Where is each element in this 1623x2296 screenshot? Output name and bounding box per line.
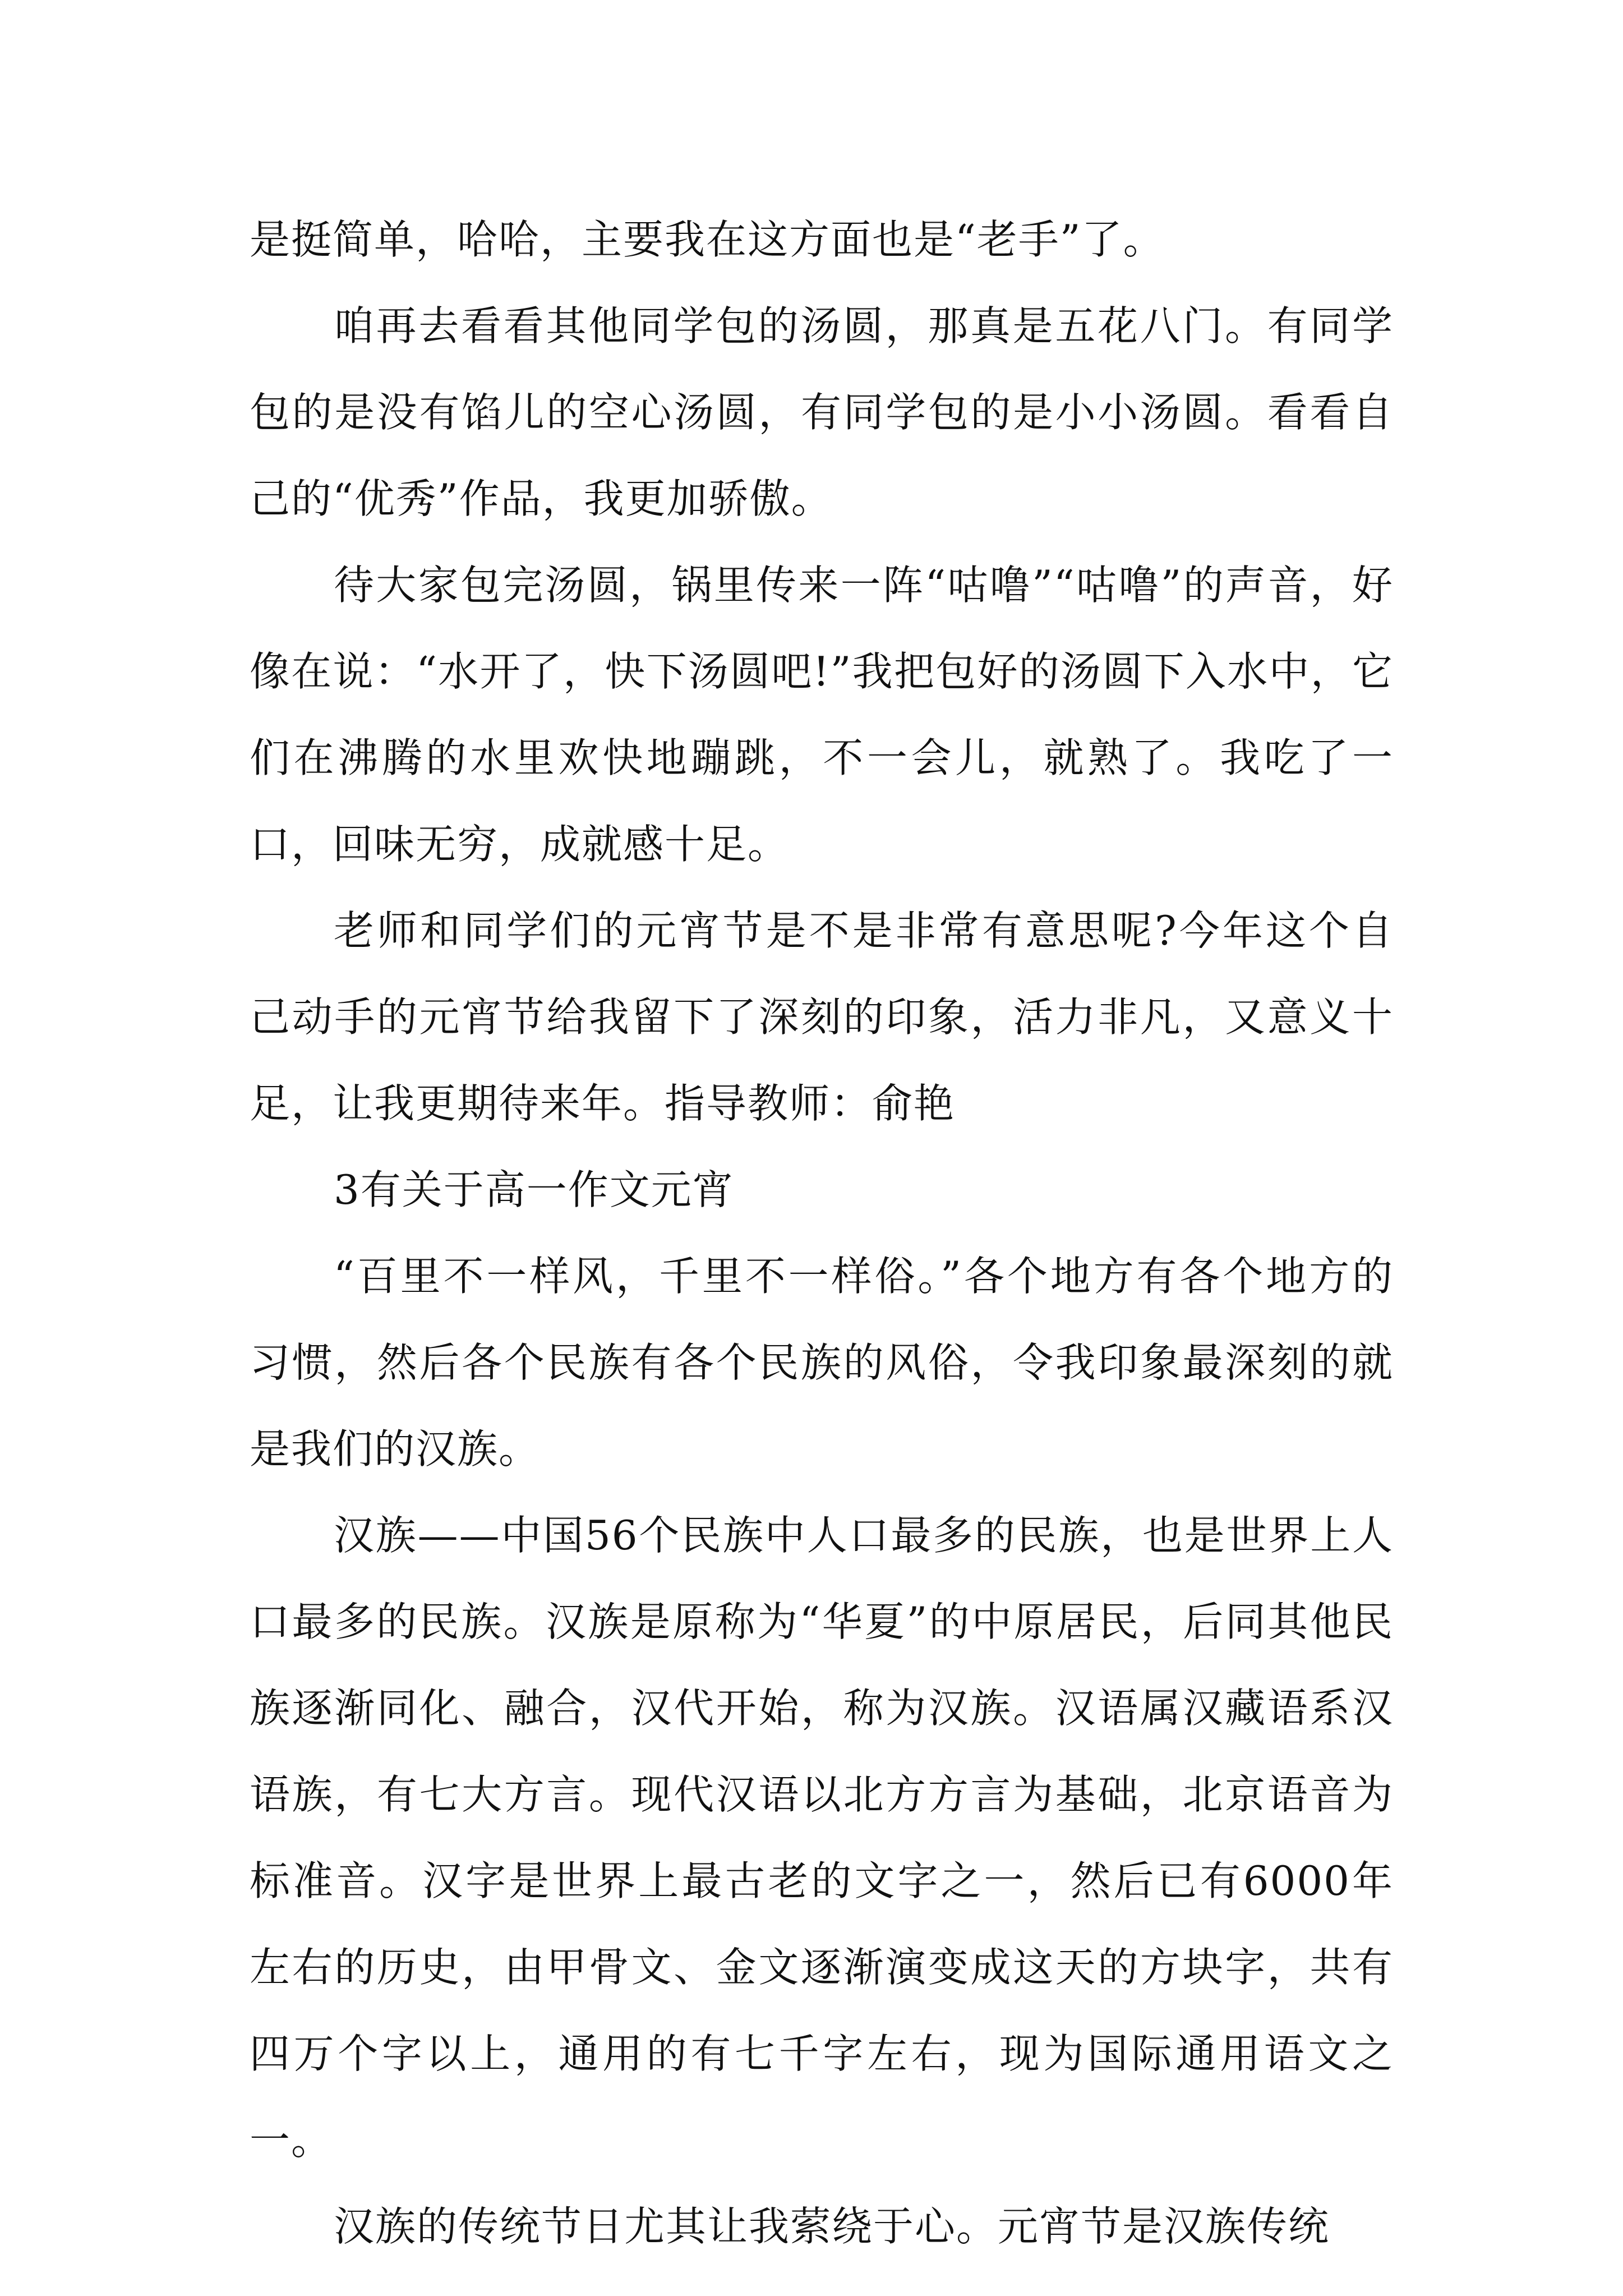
paragraph: “百里不一样风，千里不一样俗。”各个地方有各个地方的习惯，然后各个民族有各个民族的风俗，令我印象最深刻的就是我们的汉族。 (250, 1253, 1394, 1473)
paragraph: 汉族——中国56个民族中人口最多的民族，也是世界上人口最多的民族。汉族是原称为“华夏”的中原居民，后同其他民族逐渐同化、融合，汉代开始，称为汉族。汉语属汉藏语系汉语族，有七大方言。现代汉语以北方方言为基础，北京语音为标准音。汉字是世界上最古老的文字之一，然后已有6000年左右的历史，由甲骨文、金文逐渐演变成这天的方块字，共有四万个字以上，通用的有七千字左右，现为国际通用语文之一。 (250, 1512, 1394, 2164)
paragraph: 老师和同学们的元宵节是不是非常有意思呢?今年这个自己动手的元宵节给我留下了深刻的印象，活力非凡，又意义十足，让我更期待来年。指导教师：俞艳 (250, 907, 1394, 1127)
paragraph: 汉族的传统节日尤其让我萦绕于心。元宵节是汉族传统 (334, 2203, 1330, 2250)
paragraph: 是挺简单，哈哈，主要我在这方面也是“老手”了。 (250, 216, 1165, 263)
section-heading: 3有关于高一作文元宵 (334, 1166, 734, 1213)
paragraph: 待大家包完汤圆，锅里传来一阵“咕噜”“咕噜”的声音，好像在说：“水开了，快下汤圆吧!”我把包好的汤圆下入水中，它们在沸腾的水里欢快地蹦跳，不一会儿，就熟了。我吃了一口，回味无穷，成就感十足。 (250, 562, 1394, 868)
body-text (250, 196, 1394, 2270)
paragraph: 咱再去看看其他同学包的汤圆，那真是五花八门。有同学包的是没有馅儿的空心汤圆，有同学包的是小小汤圆。看看自己的“优秀”作品，我更加骄傲。 (250, 302, 1394, 522)
